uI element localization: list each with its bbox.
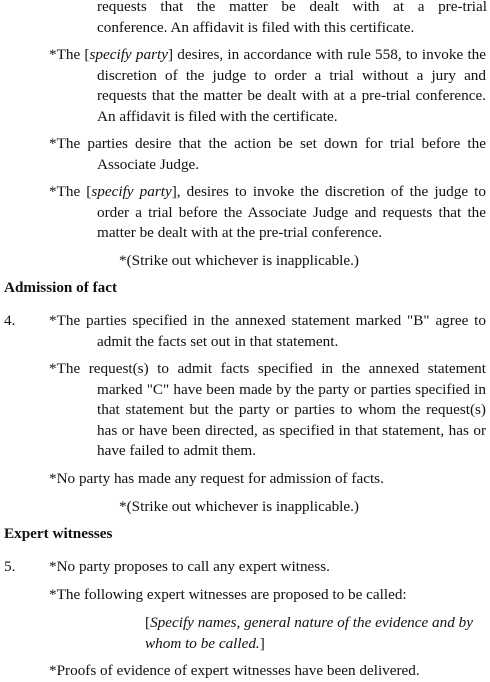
paragraph-pretrial-conference: [49, 182, 486, 244]
paragraph-text: *The parties desire that the action be set down for trial before the Associate Judge.: [49, 135, 486, 173]
paragraph-text: *The following expert witnesses are proposed to be called:: [49, 586, 407, 603]
paragraph-text: *Proofs of evidence of expert witnesses have been delivered.: [49, 662, 420, 679]
expert-specification-placeholder: [145, 613, 487, 654]
section-number: 5.: [4, 558, 16, 575]
section-heading-admission-of-fact: Admission of fact: [4, 279, 118, 296]
strike-out-note: *(Strike out whichever is inapplicable.): [119, 252, 359, 269]
continued-line-2: conference. An affidavit is filed with this certificate.: [97, 18, 415, 36]
paragraph-text: *The request(s) to admit facts specified in the annexed statement marked "C" have been made by the party or parties specified in that statement but the party or parties to whom the request(s) has or have been directed, as specified in that statement, has or have failed to admit them.: [49, 360, 486, 460]
strike-out-note: *(Strike out whichever is inapplicable.): [119, 498, 359, 515]
paragraph-statement-b: [49, 311, 486, 352]
paragraph-prefix: *The [: [49, 183, 92, 200]
paragraph-rule-558: [49, 45, 486, 127]
bracket-open: [: [145, 614, 151, 631]
paragraph-experts-proposed: [49, 585, 486, 606]
continued-line-1: requests that the matter be dealt with at a pre-trial: [97, 0, 487, 15]
paragraph-prefix: *The [: [49, 46, 90, 63]
specify-names-text: Specify names, general nature of the evidence and by whom to be called.: [145, 614, 473, 652]
paragraph-text: ], desires to invoke the discretion of the judge to order a trial before the Associate Judge and requests that the matter be dealt with at the pre-trial conference.: [97, 183, 486, 242]
paragraph-associate-judge: [49, 134, 486, 175]
paragraph-no-expert: [49, 557, 486, 578]
paragraph-text: ] desires, in accordance with rule 558, to invoke the discretion of the judge to order a trial without a jury and requests that the matter be dealt with at a pre-trial conference. An affidavit is filed with the certificate.: [97, 46, 486, 125]
paragraph-text: *No party has made any request for admission of facts.: [49, 470, 384, 487]
paragraph-statement-c: [49, 359, 486, 462]
paragraph-text: *No party proposes to call any expert witness.: [49, 558, 330, 575]
paragraph-proofs-delivered: [49, 661, 486, 682]
paragraph-text: *The parties specified in the annexed statement marked "B" agree to admit the facts set out in that statement.: [49, 312, 486, 350]
specify-party-placeholder: specify party: [91, 183, 172, 200]
continued-paragraph: [97, 0, 487, 38]
bracket-close: ]: [259, 634, 265, 652]
specify-party-placeholder: specify party: [89, 46, 168, 63]
section-number: 4.: [4, 312, 16, 329]
section-heading-expert-witnesses: Expert witnesses: [4, 525, 113, 542]
paragraph-no-request: [49, 469, 486, 490]
